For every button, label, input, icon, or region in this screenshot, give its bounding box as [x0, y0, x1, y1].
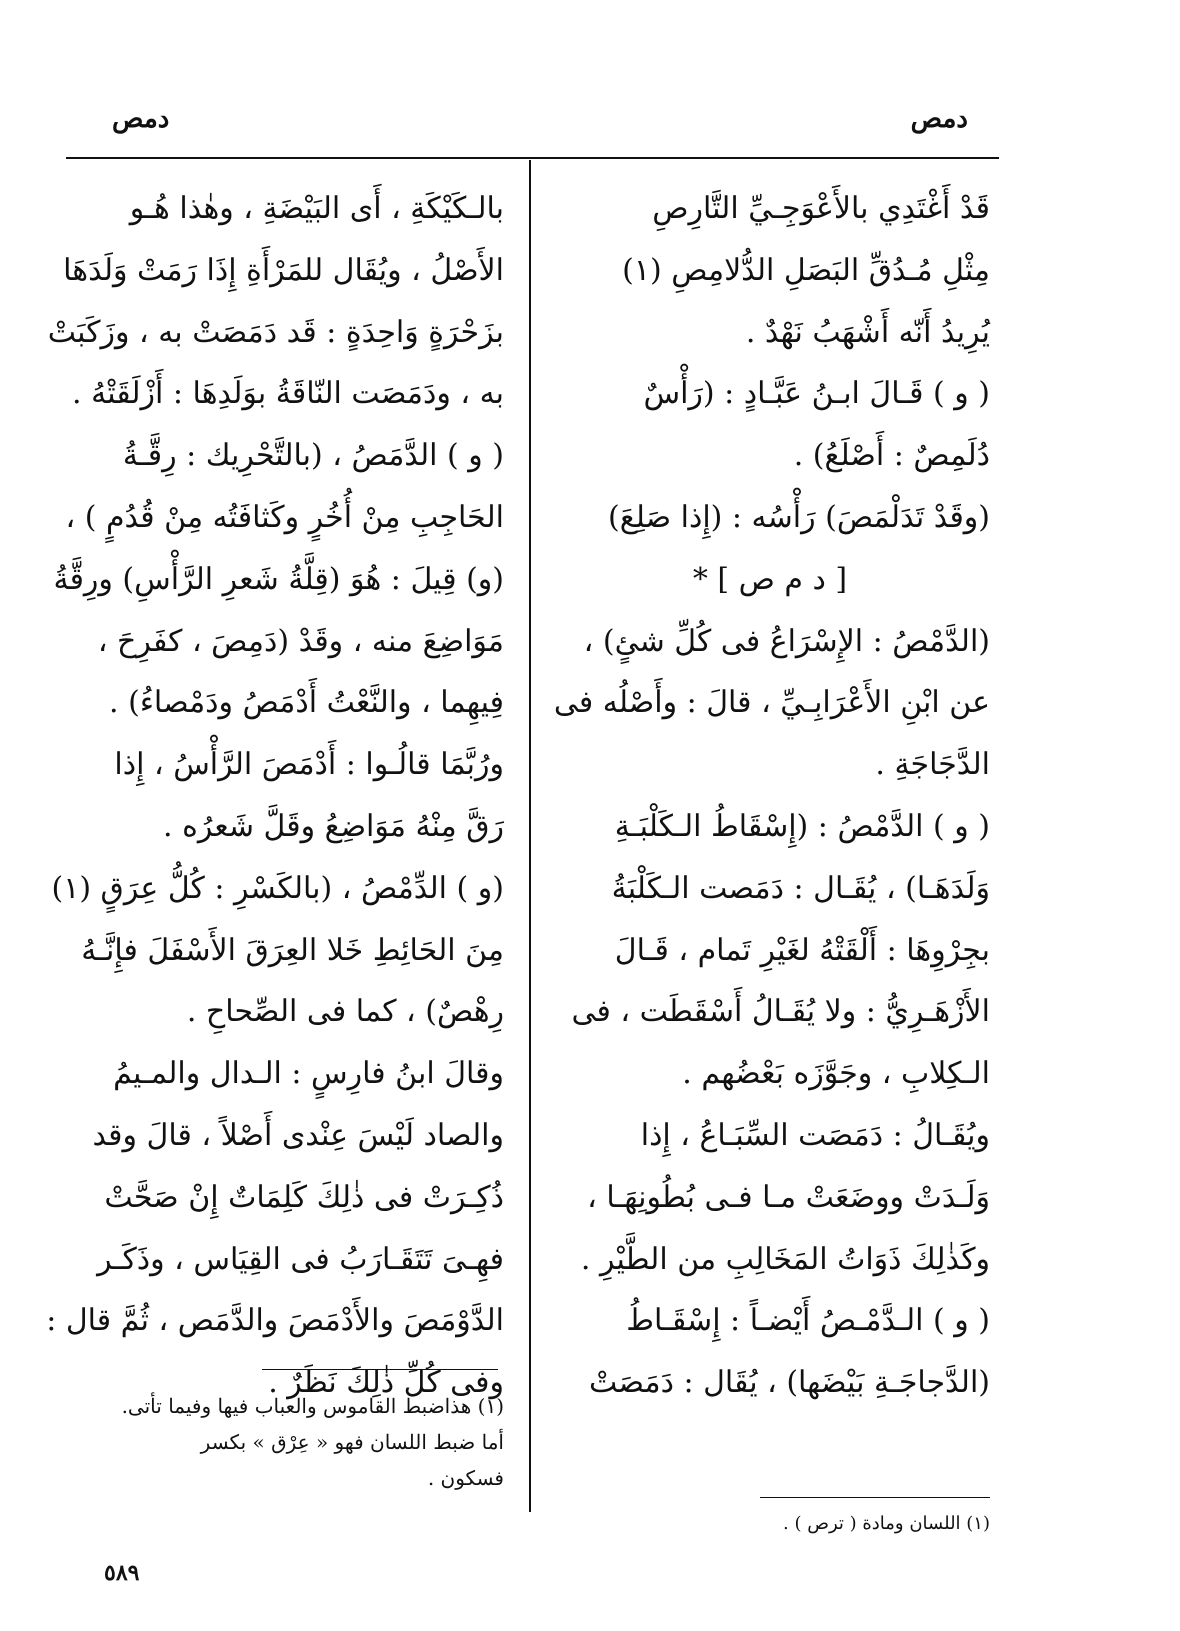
footnote-line: فسكون .	[427, 1466, 504, 1490]
header-rule	[66, 157, 999, 159]
text-line: ( و ) الدَّمْصُ : (إِسْقَاطُ الـكَلْبَـةِ	[614, 808, 990, 844]
text-line: الدَّوْمَصَ والأَدْمَصَ والدَّمَص ، ثُمَّ قال :	[46, 1303, 504, 1339]
text-line: قَدْ أَغْتَدِي بالأَعْوَجِـيِّ التَّارِصِ	[652, 191, 990, 226]
text-line: دُلَمِصٌ : أَصْلَعُ) .	[793, 438, 990, 474]
text-line: بالـكَيْكَةِ ، أَى البَيْضَةِ ، وهٰذا هُـو	[129, 191, 504, 226]
text-line: وقالَ ابنُ فارِسٍ : الـدال والمـيمُ	[113, 1056, 504, 1092]
text-line: الـكِلابِ ، وجَوَّزَه بَعْضُهم .	[682, 1056, 990, 1092]
text-line: ( و ) الدَّمَصُ ، (بالتَّحْرِيك : رِقَّـةُ	[122, 438, 504, 474]
text-line: الأَصْلُ ، ويُقَال للمَرْأَةِ إِذَا رَمَتْ وَلَدَهَا	[63, 252, 504, 288]
footnote-left	[72, 1388, 504, 1496]
page-number: ٥٨٩	[104, 1560, 140, 1586]
footnote-rule-left	[262, 1369, 498, 1370]
text-line: الحَاجِبِ مِنْ أُخُرٍ وكَثافَتُه مِنْ قُدُمٍ ) ،	[65, 499, 504, 535]
text-line: بجِرْوِهَا : أَلْقَتْهُ لغَيْرِ تَمام ، قَـالَ	[614, 932, 990, 968]
text-line: ذُكِـرَتْ فى ذٰلِكَ كَلِمَاتٌ إِنْ صَحَّتْ	[104, 1179, 504, 1215]
text-line: (و) قِيلَ : هُوَ (قِلَّةُ شَعرِ الرَّأْسِ) ورِقَّةُ	[53, 561, 504, 597]
footnote-line: (١) هذاضبط القاموس والعباب فيها وفيما تأتى.	[121, 1394, 504, 1418]
text-line: به ، ودَمَصَت النّاقَةُ بوَلَدِهَا : أَزْلَقَتْهُ .	[72, 376, 504, 412]
text-line: بزَحْرَةٍ وَاحِدَةٍ : قَد دَمَصَتْ به ، وزَكَبَتْ	[47, 314, 504, 350]
entry-heading: [ د م ص ] *	[692, 561, 848, 597]
text-line: ويُقَـالُ : دَمَصَت السِّبَـاعُ ، إِذا	[640, 1117, 990, 1153]
right-column	[550, 178, 990, 1414]
text-line: عن ابْنِ الأَعْرَابِـيِّ ، قالَ : وأَصْلُه فى	[553, 685, 990, 721]
column-divider	[529, 160, 531, 1512]
text-line: ( و ) قَـالَ ابـنُ عَبَّـادٍ : (رَأْسٌ	[643, 376, 990, 412]
running-header-right: دمص	[910, 104, 968, 134]
text-line: وَلَـدَتْ ووضَعَتْ مـا فـى بُطُونِهَـا ،	[587, 1179, 990, 1215]
footnote-right: (١) اللسان ومادة ( ترص ) .	[783, 1513, 990, 1534]
text-line: مِثْلِ مُـدُقِّ البَصَلِ الدُّلامِصِ (١)	[622, 252, 990, 288]
text-line: فهِـىَ تَتَقَـارَبُ فى القِيَاس ، وذَكَـر	[97, 1241, 504, 1277]
text-line: مِنَ الحَائِطِ خَلا العِرَقَ الأَسْفَلَ فإِنَّـهُ	[81, 932, 504, 968]
text-line: فِيهِما ، والنَّعْتُ أَدْمَصُ ودَمْصاءُ) .	[109, 685, 504, 721]
text-line: (الدَّمْصُ : الإِسْرَاعُ فى كُلِّ شئٍ) ،	[583, 623, 990, 659]
text-line: رَقَّ مِنْهُ مَوَاضِعُ وقَلَّ شَعرُه .	[163, 808, 504, 844]
text-line: (وقَدْ تَدَلْمَصَ) رَأْسُه : (إِذا صَلِعَ)	[608, 499, 990, 535]
text-line: والصاد لَيْسَ عِنْدى أَصْلاً ، قالَ وقد	[92, 1117, 504, 1153]
text-line: (و ) الدِّمْصُ ، (بالكَسْرِ : كُلُّ عِرَقٍ (١)	[51, 870, 504, 906]
text-line: ( و ) الـدَّمْـصُ أَيْضـاً : إِسْقَـاطُ	[626, 1303, 990, 1339]
text-line: ورُبَّمَا قالُـوا : أَدْمَصَ الرَّأْسُ ، إِذا	[114, 747, 504, 783]
text-line: يُرِيدُ أَنّه أَشْهَبُ نَهْدٌ .	[745, 314, 990, 350]
footnote-rule-right	[760, 1497, 990, 1498]
text-line: الأَزْهَـرِيُّ : ولا يُقَـالُ أَسْقَطَت ، فى	[571, 994, 990, 1030]
text-line: رِهْصٌ) ، كما فى الصِّحاحِ .	[186, 994, 504, 1030]
footnote-line: أما ضبط اللسان فهو « عِرْق » بكسر	[200, 1430, 504, 1454]
text-line: وفى كُلِّ ذٰلِكَ نَظَرٌ .	[268, 1365, 504, 1401]
left-column	[46, 178, 504, 1414]
text-line: وكَذٰلِكَ ذَوَاتُ المَخَالِبِ من الطَّيْرِ .	[580, 1241, 990, 1277]
text-line: وَلَدَهَـا) ، يُقَـال : دَمَصت الـكَلْبَةُ	[611, 870, 990, 906]
running-header-left: دمص	[112, 104, 170, 134]
text-line: (الدَّجاجَـةِ بَيْضَها) ، يُقَال : دَمَصَتْ	[589, 1365, 990, 1401]
text-line: مَوَاضِعَ منه ، وقَدْ (دَمِصَ ، كفَرِحَ ،	[97, 623, 504, 659]
text-line: الدَّجَاجَةِ .	[875, 747, 990, 783]
